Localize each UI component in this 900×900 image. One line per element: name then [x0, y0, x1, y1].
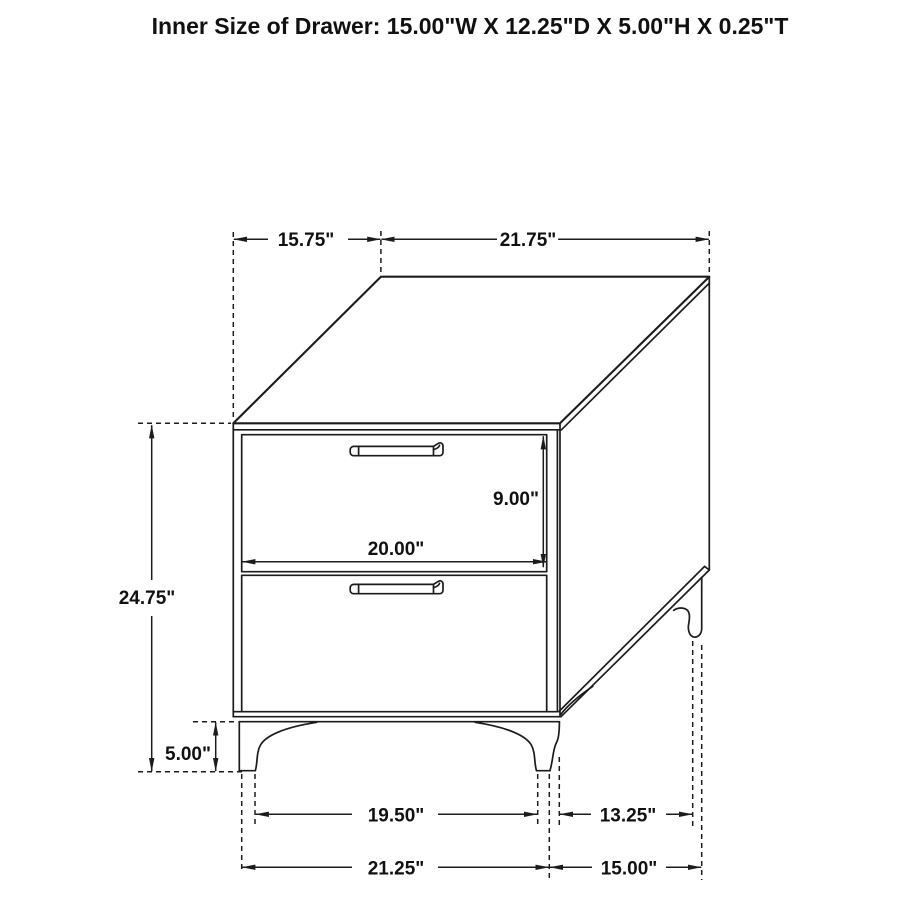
drawer-1-handle: [350, 443, 443, 456]
dim-label-leg-height: 5.00": [165, 744, 211, 765]
dim-label-drawer-face-height: 9.00": [493, 489, 539, 510]
dim-label-overall-height: 24.75": [118, 588, 176, 609]
dim-label-front-leg-span: 19.50": [367, 805, 425, 827]
dim-label-side-leg-span: 13.25": [599, 805, 657, 827]
side-panel: [559, 277, 710, 717]
rear-right-leg: [674, 577, 702, 637]
cabinet-top: [233, 277, 709, 430]
front-left-leg: [239, 722, 316, 771]
dim-label-front-width: 21.25": [367, 858, 425, 880]
dim-label-top-depth: 15.75": [277, 230, 335, 251]
dimension-lines: [152, 239, 709, 867]
dim-label-top-width: 21.75": [499, 230, 557, 251]
page-title: Inner Size of Drawer: 15.00"W X 12.25"D X 5.00"H X 0.25"T: [151, 13, 789, 39]
front-right-leg: [475, 722, 559, 771]
dimension-labels: [119, 230, 658, 880]
dim-label-drawer-face-width: 20.00": [367, 539, 425, 560]
dim-label-side-depth: 15.00": [600, 858, 658, 880]
drawer-2: [242, 575, 547, 711]
nightstand-drawing: [233, 277, 709, 771]
drawer-2-handle: [350, 581, 443, 594]
